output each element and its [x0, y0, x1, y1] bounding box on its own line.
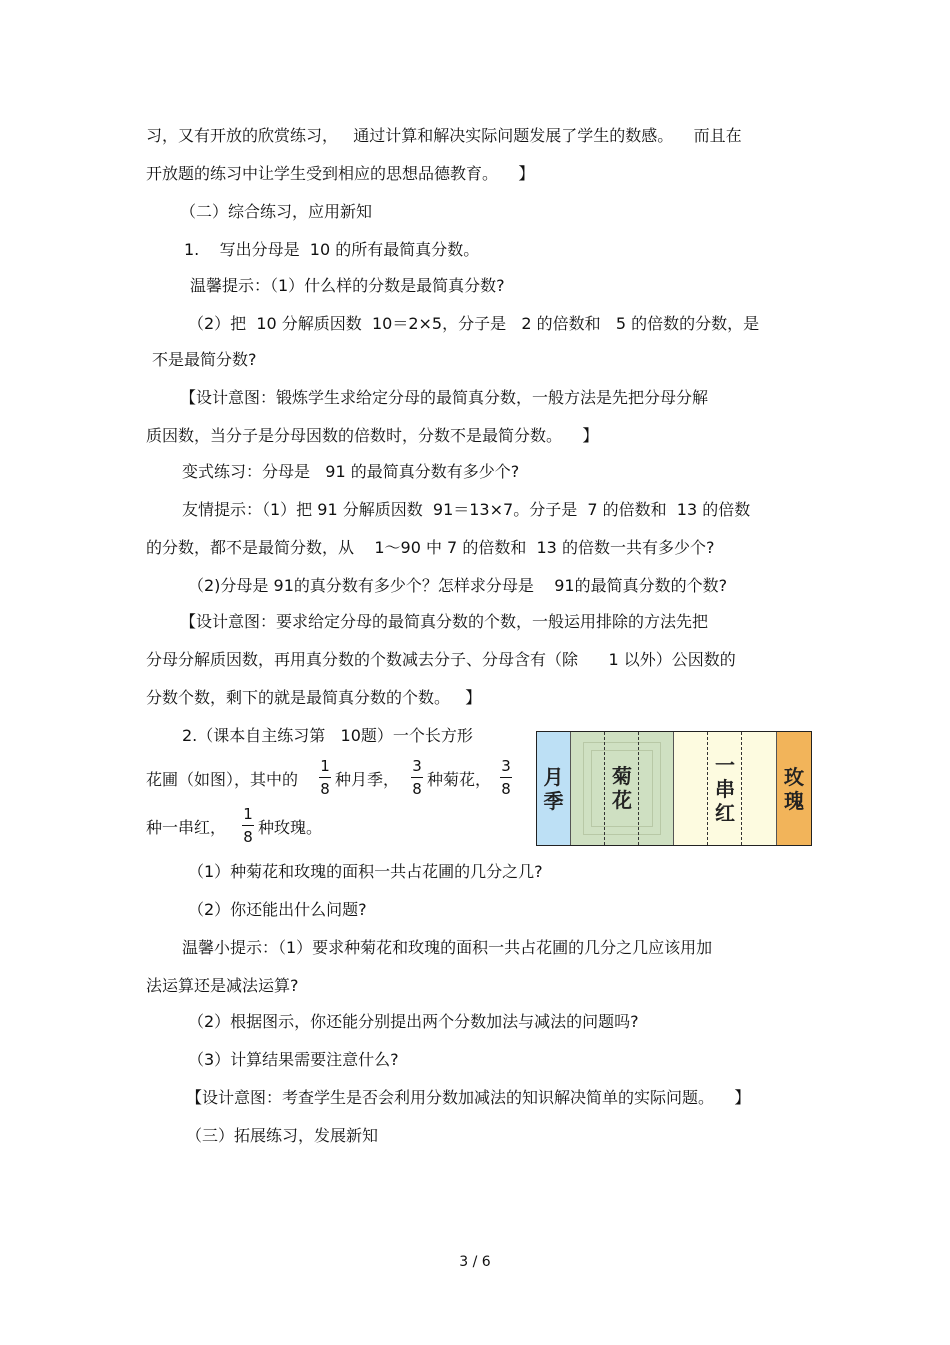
design-intent-2-end: 分数个数，剩下的就是最简真分数的个数。 】	[146, 688, 482, 707]
warm-tip-1-cont: 法运算还是减法运算?	[146, 976, 299, 995]
fraction-3-bar	[500, 777, 512, 778]
friendly-hint-1-cont: 的分数，都不是最简分数，从 1～90 中 7 的倍数和 13 的倍数一共有多少个?	[146, 538, 715, 557]
sub-question-2: （2）你还能出什么问题?	[188, 900, 367, 919]
garden-strip-meigui	[777, 732, 811, 845]
label-hong: 红	[715, 801, 735, 825]
design-intent-1: 【设计意图：锻炼学生求给定分母的最简真分数，一般方法是先把分母分解	[180, 388, 709, 407]
garden-strip-chuanhong	[674, 732, 777, 845]
label-ju: 菊	[612, 764, 632, 788]
question-2-text-c: 种菊花，	[427, 770, 492, 789]
flower-garden-figure	[536, 731, 812, 846]
paragraph-line-2: 开放题的练习中让学生受到相应的思想品德教育。 】	[146, 164, 535, 183]
question-2-text-b: 种月季，	[335, 770, 400, 789]
garden-strip-yueji	[537, 732, 571, 845]
friendly-hint-2: （2)分母是 91的真分数有多少个？怎样求分母是 91的最简真分数的个数?	[188, 576, 728, 595]
label-mei: 玫	[784, 765, 804, 789]
warm-tip-1: 温馨小提示：（1）要求种菊花和玫瑰的面积一共占花圃的几分之几应该用加	[182, 938, 713, 957]
label-yue: 月	[543, 765, 564, 789]
hint-1: 温馨提示：（1）什么样的分数是最简真分数?	[190, 276, 505, 295]
fraction-1-bar	[319, 777, 331, 778]
section-heading-3: （三）拓展练习，发展新知	[186, 1126, 379, 1145]
sub-question-1: （1）种菊花和玫瑰的面积一共占花圃的几分之几?	[188, 862, 543, 881]
fraction-3-numerator: 3	[501, 757, 511, 775]
fraction-2-denominator: 8	[412, 780, 422, 798]
section-heading-2: （二）综合练习，应用新知	[180, 202, 373, 221]
warm-tip-3: （3）计算结果需要注意什么?	[188, 1050, 399, 1069]
fraction-1-denominator: 8	[320, 780, 330, 798]
label-hua: 花	[612, 788, 632, 812]
hint-2: （2）把 10 分解质因数 10＝2×5，分子是 2 的倍数和 5 的倍数的分数，是	[188, 314, 760, 333]
design-intent-3: 【设计意图：考查学生是否会利用分数加减法的知识解决简单的实际问题。 】	[186, 1088, 751, 1107]
question-2-text-a: 花圃（如图），其中的	[146, 770, 299, 789]
variant-exercise: 变式练习：分母是 91 的最简真分数有多少个?	[182, 462, 520, 481]
question-2: 2.（课本自主练习第 10题）一个长方形	[182, 726, 473, 745]
label-gui: 瑰	[784, 789, 804, 813]
design-intent-2: 【设计意图：要求给定分母的最简真分数的个数，一般运用排除的方法先把	[180, 612, 709, 631]
label-chuan: 串	[715, 777, 735, 801]
fraction-2-numerator: 3	[412, 757, 422, 775]
friendly-hint-1: 友情提示：（1）把 91 分解质因数 91＝13×7。分子是 7 的倍数和 13 的倍数	[182, 500, 751, 519]
fraction-4-numerator: 1	[243, 805, 253, 823]
fraction-4-bar	[242, 825, 254, 826]
question-2-text-e: 种玫瑰。	[258, 818, 323, 837]
hint-2-cont: 不是最简分数?	[152, 350, 257, 369]
garden-strip-juhua	[571, 732, 674, 845]
question-1: 1. 写出分母是 10 的所有最简真分数。	[184, 240, 480, 259]
warm-tip-2: （2）根据图示，你还能分别提出两个分数加法与减法的问题吗?	[188, 1012, 639, 1031]
label-ji: 季	[543, 789, 564, 813]
paragraph-line-1: 习，又有开放的欣赏练习， 通过计算和解决实际问题发展了学生的数感。 而且在	[146, 126, 742, 145]
design-intent-1-cont: 质因数，当分子是分母因数的倍数时，分数不是最简分数。 】	[146, 426, 599, 445]
fraction-3-denominator: 8	[501, 780, 511, 798]
design-intent-2-cont: 分母分解质因数，再用真分数的个数减去分子、分母含有（除 1 以外）公因数的	[146, 650, 736, 669]
fraction-1-numerator: 1	[320, 757, 330, 775]
page-number: 3 / 6	[459, 1254, 491, 1270]
fraction-2-bar	[411, 777, 423, 778]
label-yi: 一	[715, 753, 735, 777]
fraction-4-denominator: 8	[243, 828, 253, 846]
question-2-text-d: 种一串红，	[146, 818, 227, 837]
